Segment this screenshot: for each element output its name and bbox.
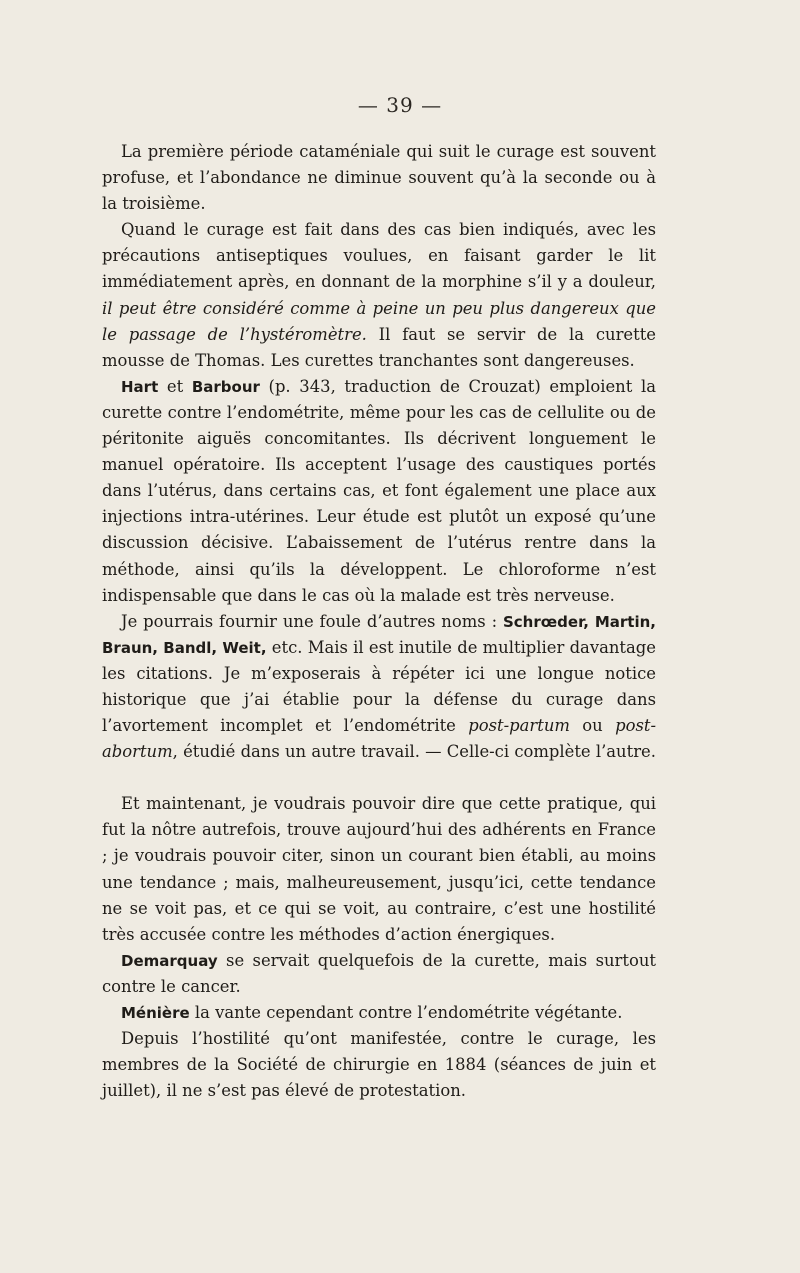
paragraph-3-text: (p. 343, traduction de Crouzat) emploient la curette contre l’endométrite, même pour les cas de cellulite ou de péritonite aiguës concomitantes. Ils décrivent longuement le manuel opératoire. Ils acceptent l’usage des caustiques portés dans l’utérus, dans certains cas, et font également une place aux injections intra-utérines. Leur étude est plutôt un exposé qu’une discussion décisive. L’abaissement de l’utérus rentre dans la méthode, ainsi qu’ils la développent. Le chloroforme n’est indispensable que dans le cas où la malade est très nerveuse. bbox=[102, 376, 656, 605]
paragraph-2-text-a: Quand le curage est fait dans des cas bien indiqués, avec les précautions antiseptiques voulues, en faisant garder le lit immédiatement après, en donnant de la morphine s’il y a douleur, bbox=[102, 220, 656, 292]
paragraph-7-text: la vante cependant contre l’endométrite végétante. bbox=[194, 1003, 623, 1022]
paragraph-4-text-a: Je pourrais fournir une foule d’autres noms : bbox=[121, 611, 498, 631]
author-name-barbour: Barbour bbox=[191, 377, 260, 396]
author-names-list: Schrœder, Martin, Braun, Bandl, Weit, bbox=[102, 612, 656, 657]
paragraph-7 bbox=[102, 1000, 656, 1026]
paragraph-8: Depuis l’hostilité qu’ont manifestée, contre le curage, les membres de la Société de chirurgie en 1884 (séances de juin et juillet), il ne s’est pas élevé de protestation. bbox=[102, 1029, 656, 1101]
paragraph-4-text-c: , étudié dans un autre travail. — Celle-ci complète l’autre. bbox=[172, 742, 656, 762]
paragraph-3 bbox=[102, 374, 656, 609]
body-text bbox=[102, 139, 656, 1104]
paragraph-3-and: et bbox=[166, 376, 184, 396]
author-name-hart: Hart bbox=[121, 377, 159, 396]
paragraph-4-italic-2: post-abortum bbox=[102, 716, 656, 762]
author-name-meniere: Ménière bbox=[121, 1004, 190, 1022]
author-name-demarquay: Demarquay bbox=[121, 951, 218, 970]
paragraph-2 bbox=[102, 217, 656, 374]
paragraph-5: Et maintenant, je voudrais pouvoir dire que cette pratique, qui fut la nôtre autrefois, trouve aujourd’hui des adhérents en France ; je voudrais pouvoir citer, sinon un courant bien établi, au moins une tendance ; mais, malheureusement, jusqu’ici, cette tendance ne se voit pas, et ce qui se voit, au contraire, c’est une hostilité très accusée contre les méthodes d’action énergiques. bbox=[102, 794, 656, 944]
paragraph-4-ou: ou bbox=[582, 716, 603, 736]
paragraph-2-text-b: Il faut se servir de la curette mousse de Thomas. Les curettes tranchantes sont dangereuses. bbox=[102, 324, 656, 370]
paragraph-2-italic: il peut être considéré comme à peine un peu plus dangereux que le passage de l’hystéromètre. bbox=[102, 298, 656, 344]
page-number: — 39 — bbox=[357, 93, 443, 117]
paragraph-6 bbox=[102, 948, 656, 1000]
paragraph-4-text-b: etc. Mais il est inutile de multiplier davantage les citations. Je m’exposerais à répéter ici une longue notice historique que j’ai établie pour la défense du curage dans l’avortement incomplet et l’endométrite bbox=[102, 637, 656, 736]
paragraph-6-text: se servait quelquefois de la curette, mais surtout contre le cancer. bbox=[102, 950, 656, 996]
paragraph-4 bbox=[102, 609, 656, 766]
paragraph-1: La première période cataméniale qui suit le curage est souvent profuse, et l’abondance ne diminue souvent qu’à la seconde ou à la troisième. bbox=[102, 142, 656, 214]
paragraph-4-italic-1: post-partum bbox=[468, 716, 570, 736]
